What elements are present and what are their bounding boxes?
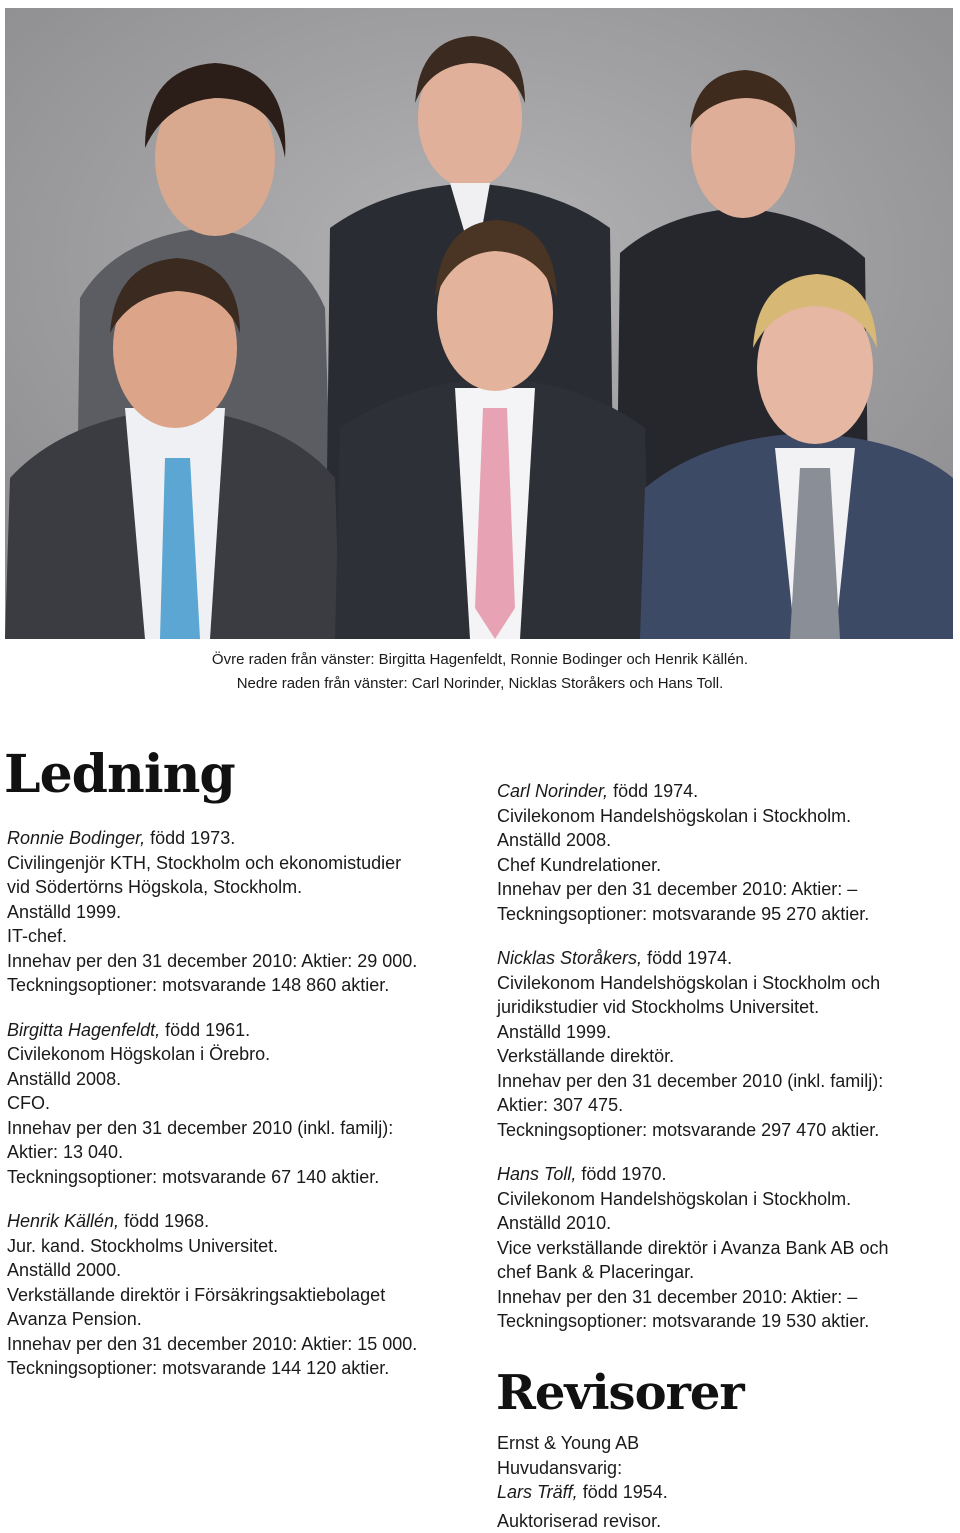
auditor-name: Lars Träff, — [497, 1482, 578, 1502]
person-born: född 1968. — [124, 1211, 210, 1231]
person-line: Teckningsoptioner: motsvarande 144 120 aktier. — [7, 1358, 390, 1378]
photo-caption-line-1: Övre raden från vänster: Birgitta Hagenfeldt, Ronnie Bodinger och Henrik Källén. — [211, 651, 749, 668]
person-line: Teckningsoptioner: motsvarande 148 860 aktier. — [7, 975, 390, 995]
group-photo — [5, 8, 953, 639]
person-line: Teckningsoptioner: motsvarande 67 140 aktier. — [7, 1166, 380, 1187]
person-line: Anställd 2008. — [497, 830, 612, 850]
person-line: Civilekonom Högskolan i Örebro. — [7, 1044, 271, 1064]
person-line: Anställd 2010. — [497, 1213, 612, 1233]
person-line: Civilekonom Handelshögskolan i Stockholm och — [497, 972, 881, 993]
person-line: Innehav per den 31 december 2010: Aktier: 29 000. — [7, 950, 418, 971]
person-line: Anställd 1999. — [497, 1021, 612, 1042]
auditor-block — [497, 1431, 668, 1533]
photo-caption-line-2: Nedre raden från vänster: Carl Norinder, Nicklas Storåkers och Hans Toll. — [236, 675, 724, 692]
person-born: född 1961. — [165, 1019, 251, 1040]
person-name: Nicklas Storåkers, — [497, 948, 643, 968]
person-line: Anställd 2008. — [7, 1068, 122, 1089]
person-name: Ronnie Bodinger, — [7, 828, 146, 848]
person-line: Aktier: 13 040. — [7, 1142, 124, 1162]
person-line: Teckningsoptioner: motsvarande 297 470 aktier. — [497, 1119, 880, 1140]
auditor-born: född 1954. — [582, 1482, 668, 1502]
person-line: Innehav per den 31 december 2010: Aktier: – — [497, 1286, 858, 1307]
auditor-role: Huvudansvarig: — [497, 1457, 623, 1478]
section-heading-revisorer: Revisorer — [496, 1365, 744, 1421]
person-born: född 1974. — [613, 781, 699, 801]
person-name: Carl Norinder, — [497, 781, 609, 801]
person-born: född 1974. — [647, 948, 733, 968]
ledning-left-column — [7, 826, 477, 1401]
person-line: Innehav per den 31 december 2010 (inkl. familj): — [497, 1070, 884, 1091]
person-line: CFO. — [7, 1093, 50, 1113]
person-line: Anställd 1999. — [7, 901, 122, 922]
person-line: Innehav per den 31 december 2010 (inkl. familj): — [7, 1117, 394, 1138]
person-line: Civilingenjör KTH, Stockholm och ekonomistudier — [7, 852, 402, 873]
person-line: Aktier: 307 475. — [497, 1095, 624, 1115]
person-block-henrik-kallen — [7, 1209, 477, 1381]
section-heading-ledning: Ledning — [4, 744, 235, 805]
person-born: född 1973. — [150, 828, 236, 848]
person-name: Hans Toll, — [497, 1164, 577, 1184]
person-line: chef Bank & Placeringar. — [497, 1262, 695, 1282]
person-line: IT-chef. — [7, 926, 68, 946]
person-line: Chef Kundrelationer. — [497, 854, 662, 875]
person-block-ronnie-bodinger — [7, 826, 477, 998]
person-line: Jur. kand. Stockholms Universitet. — [7, 1235, 279, 1256]
person-line: Innehav per den 31 december 2010: Aktier: 15 000. — [7, 1333, 418, 1354]
person-born: född 1970. — [581, 1164, 667, 1184]
person-line: Civilekonom Handelshögskolan i Stockholm. — [497, 805, 852, 826]
auditor-firm: Ernst & Young AB — [497, 1433, 640, 1453]
person-line: Vice verkställande direktör i Avanza Bank AB och — [497, 1237, 889, 1258]
person-line: Avanza Pension. — [7, 1309, 142, 1329]
auditor-title: Auktoriserad revisor. — [497, 1510, 662, 1531]
person-line: Teckningsoptioner: motsvarande 19 530 aktier. — [497, 1311, 870, 1331]
person-block-birgitta-hagenfeldt — [7, 1018, 477, 1190]
person-line: Verkställande direktör. — [497, 1046, 675, 1066]
person-name: Henrik Källén, — [7, 1211, 120, 1231]
person-block-nicklas-storakers — [497, 946, 957, 1142]
person-block-carl-norinder — [497, 779, 957, 926]
person-block-hans-toll — [497, 1162, 957, 1334]
ledning-right-column — [497, 779, 957, 1354]
person-name: Birgitta Hagenfeldt, — [7, 1019, 161, 1040]
person-line: Civilekonom Handelshögskolan i Stockholm. — [497, 1188, 852, 1209]
person-line: vid Södertörns Högskola, Stockholm. — [7, 877, 303, 897]
person-line: Verkställande direktör i Försäkringsaktiebolaget — [7, 1284, 386, 1305]
person-line: juridikstudier vid Stockholms Universitet. — [497, 997, 820, 1017]
person-line: Innehav per den 31 december 2010: Aktier: – — [497, 879, 858, 899]
person-line: Teckningsoptioner: motsvarande 95 270 aktier. — [497, 903, 870, 924]
person-line: Anställd 2000. — [7, 1260, 122, 1280]
